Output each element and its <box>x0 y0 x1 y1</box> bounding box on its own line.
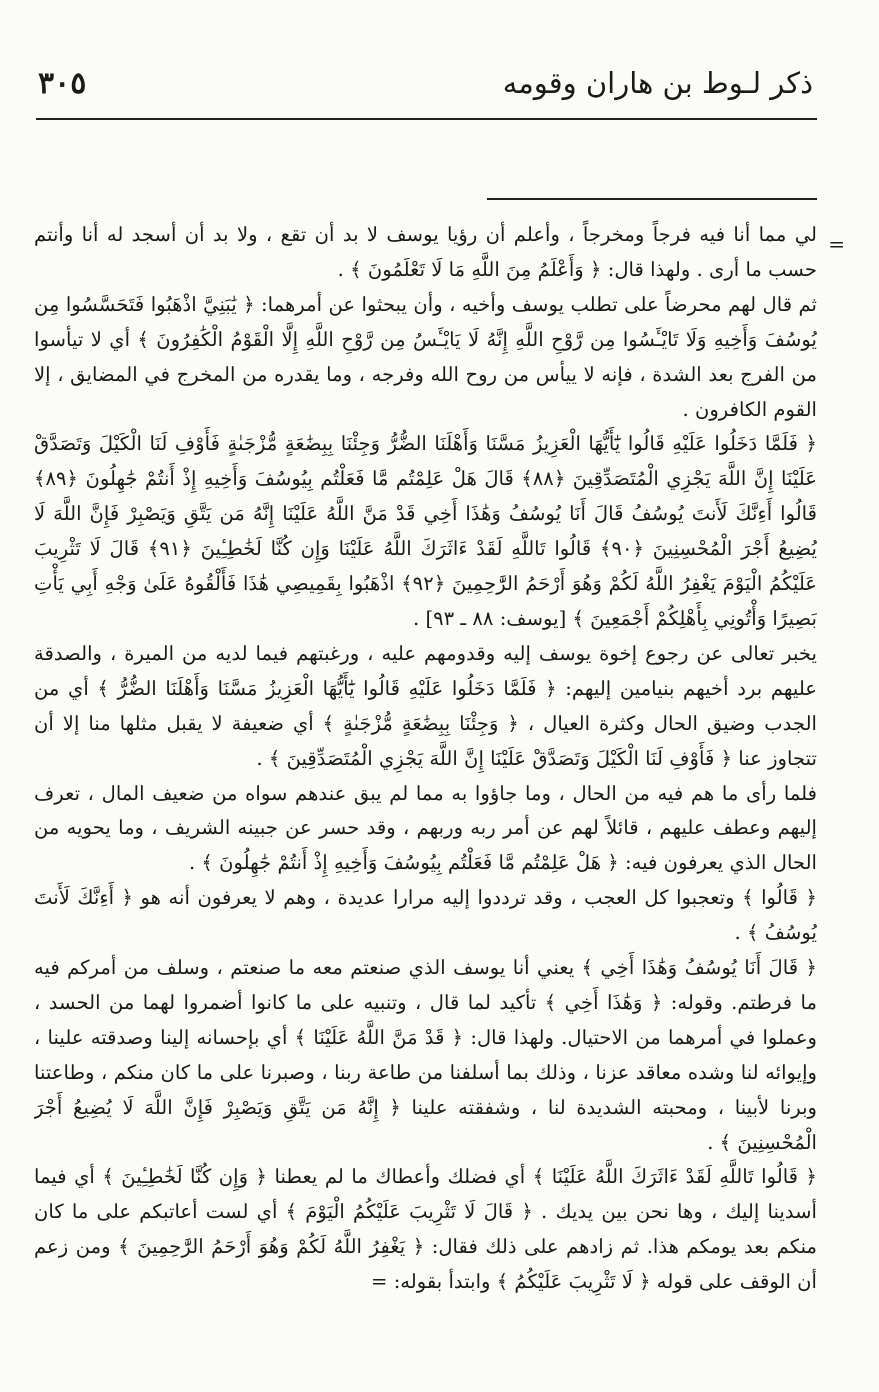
paragraph-5: فلما رأى ما هم فيه من الحال ، وما جاؤوا به مما لم يبق عندهم سواه من ضعيف المال ، تعرف إليهم وعطف عليهم ، قائلاً لهم عن أمر ربه وربهم ، وقد حسر عن جبينه الشريف ، وما يحويه من الحال الذي يعرفون فيه: ﴿ هَلْ عَلِمْتُم مَّا فَعَلْتُم بِيُوسُفَ وَأَخِيهِ إِذْ أَنتُمْ جَٰهِلُونَ ﴾ . <box>34 781 817 875</box>
quran-passage <box>34 427 817 636</box>
paragraph-4: يخبر تعالى عن رجوع إخوة يوسف إليه وقدومهم عليه ، ورغبتهم فيما لديه من الميرة ، والصدقة عليهم برد أخيهم بنيامين إليهم: ﴿ فَلَمَّا دَخَلُوا عَلَيْهِ قَالُوا يَٰٓأَيُّهَا الْعَزِيزُ مَسَّنَا وَأَهْلَنَا الضُّرُّ ﴾ أي من الجدب وضيق الحال وكثرة العيال ، ﴿ وَجِئْنَا بِبِضَٰعَةٍ مُّزْجَىٰةٍ ﴾ أي ضعيفة لا يقبل مثلها منا إلا أن تتجاوز عنا ﴿ فَأَوْفِ لَنَا الْكَيْلَ وَتَصَدَّقْ عَلَيْنَا إِنَّ اللَّهَ يَجْزِي الْمُتَصَدِّقِينَ ﴾ . <box>34 641 817 770</box>
running-head: ذكر لـوط بن هاران وقومه <box>502 66 813 100</box>
footnote-rule <box>487 198 817 200</box>
page-number: ٣٠٥ <box>38 66 87 101</box>
paragraph-8: ﴿ قَالُوا تَاللَّهِ لَقَدْ ءَاثَرَكَ اللَّهُ عَلَيْنَا ﴾ أي فضلك وأعطاك ما لم يعطنا ﴿ وَإِن كُنَّا لَخَٰطِـِٔينَ ﴾ أي فيما أسدينا إليك ، وها نحن بين يديك . ﴿ قَالَ لَا تَثْرِيبَ عَلَيْكُمُ الْيَوْمَ ﴾ أي لست أعاتبكم على ما كان منكم بعد يومكم هذا. ثم زادهم على ذلك فقال: ﴿ يَغْفِرُ اللَّهُ لَكُمْ وَهُوَ أَرْحَمُ الرَّٰحِمِينَ ﴾ ومن زعم أن الوقف على قوله ﴿ لَا تَثْرِيبَ عَلَيْكُمُ ﴾ وابتدأ بقوله: = <box>34 1165 817 1294</box>
continuation-mark: = <box>828 232 845 256</box>
verse-reference: [يوسف: ٨٨ ـ ٩٣] . <box>413 606 567 630</box>
paragraph-1: لي مما أنا فيه فرجاً ومخرجاً ، وأعلم أن رؤيا يوسف لا بد أن تقع ، ولا بد أن أسجد له أنا وأنتم حسب ما أرى . ولهذا قال: ﴿ وَأَعْلَمُ مِنَ اللَّهِ مَا لَا تَعْلَمُونَ ﴾ . <box>34 223 817 281</box>
page-body <box>34 218 817 1372</box>
quran-verses: ﴿ فَلَمَّا دَخَلُوا عَلَيْهِ قَالُوا يَٰٓأَيُّهَا الْعَزِيزُ مَسَّنَا وَأَهْلَنَا الضُّرُّ وَجِئْنَا بِبِضَٰعَةٍ مُّزْجَىٰةٍ فَأَوْفِ لَنَا الْكَيْلَ وَتَصَدَّقْ عَلَيْنَا إِنَّ اللَّهَ يَجْزِي الْمُتَصَدِّقِينَ ﴿٨٨﴾ قَالَ هَلْ عَلِمْتُم مَّا فَعَلْتُم بِيُوسُفَ وَأَخِيهِ إِذْ أَنتُمْ جَٰهِلُونَ ﴿٨٩﴾ قَالُوا أَءِنَّكَ لَأَنتَ يُوسُفُ قَالَ أَنَا يُوسُفُ وَهَٰذَا أَخِي قَدْ مَنَّ اللَّهُ عَلَيْنَا إِنَّهُ مَن يَتَّقِ وَيَصْبِرْ فَإِنَّ اللَّهَ لَا يُضِيعُ أَجْرَ الْمُحْسِنِينَ ﴿٩٠﴾ قَالُوا تَاللَّهِ لَقَدْ ءَاثَرَكَ اللَّهُ عَلَيْنَا وَإِن كُنَّا لَخَٰطِـِٔينَ ﴿٩١﴾ قَالَ لَا تَثْرِيبَ عَلَيْكُمُ الْيَوْمَ يَغْفِرُ اللَّهُ لَكُمْ وَهُوَ أَرْحَمُ الرَّٰحِمِينَ ﴿٩٢﴾ اذْهَبُوا بِقَمِيصِي هَٰذَا فَأَلْقُوهُ عَلَىٰ وَجْهِ أَبِي يَأْتِ بَصِيرًا وَأْتُونِي بِأَهْلِكُمْ أَجْمَعِينَ ﴾ <box>34 432 817 630</box>
paragraph-7: ﴿ قَالَ أَنَا يُوسُفُ وَهَٰذَا أَخِي ﴾ يعني أنا يوسف الذي صنعتم معه ما صنعتم ، وسلف من أمركم فيه ما فرطتم. وقوله: ﴿ وَهَٰذَا أَخِي ﴾ تأكيد لما قال ، وتنبيه على ما كانوا أضمروا لهما من الحسد ، وعملوا في أمرهما من الاحتيال. ولهذا قال: ﴿ قَدْ مَنَّ اللَّهُ عَلَيْنَا ﴾ أي بإحسانه إلينا وصدقته علينا ، وإيوائه لنا وشده معاقد عزنا ، وذلك بما أسلفنا من طاعة ربنا ، وصبرنا على ما كان منكم ، وطاعتنا وبرنا لأبينا ، ومحبته الشديدة لنا ، وشفقته علينا ﴿ إِنَّهُ مَن يَتَّقِ وَيَصْبِرْ فَإِنَّ اللَّهَ لَا يُضِيعُ أَجْرَ الْمُحْسِنِينَ ﴾ . <box>34 956 817 1154</box>
paragraph-2: ثم قال لهم محرضاً على تطلب يوسف وأخيه ، وأن يبحثوا عن أمرهما: ﴿ يَٰبَنِيَّ اذْهَبُوا فَتَحَسَّسُوا مِن يُوسُفَ وَأَخِيهِ وَلَا تَايْـَٔسُوا مِن رَّوْحِ اللَّهِ إِنَّهُ لَا يَايْـَٔسُ مِن رَّوْحِ اللَّهِ إِلَّا الْقَوْمُ الْكَٰفِرُونَ ﴾ أي لا تيأسوا من الفرج بعد الشدة ، فإنه لا ييأس من روح الله وفرجه ، وما يقدره من المخرج في المضايق ، إلا القوم الكافرون . <box>34 292 817 421</box>
paragraph-6: ﴿ قَالُوا ﴾ وتعجبوا كل العجب ، وقد ترددوا إليه مرارا عديدة ، وهم لا يعرفون أنه هو ﴿ أَءِنَّكَ لَأَنتَ يُوسُفُ ﴾ . <box>34 886 817 945</box>
header-rule <box>36 118 817 120</box>
